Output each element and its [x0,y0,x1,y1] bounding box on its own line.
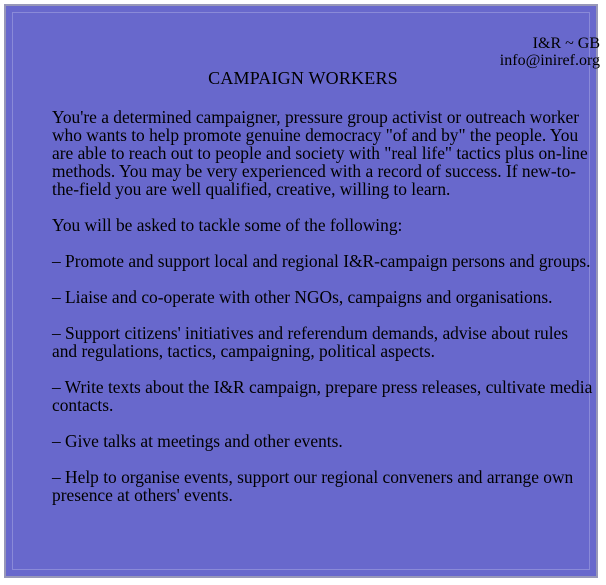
intro-paragraph: You're a determined campaigner, pressure group activist or outreach worker who wants to help promote genuine democracy "of and by" the people. You are able to reach out to people and society with "real life" tactics plus on-line methods. You may be very experienced with a record of success. If new-to-the-field you are well qualified, creative, willing to learn. [52,107,588,199]
page-title: CAMPAIGN WORKERS [208,68,398,88]
org-header [500,35,600,69]
task-item: – Write texts about the I&R campaign, prepare press releases, cultivate media contacts. [52,377,593,415]
tasks-intro: You will be asked to tackle some of the following: [52,215,403,235]
task-item: – Liaise and co-operate with other NGOs, campaigns and organisations. [52,287,553,307]
job-description [52,108,597,522]
org-name: I&R ~ GB [532,35,600,52]
task-item: – Promote and support local and regional I&R-campaign persons and groups. [52,251,591,271]
contact-email: info@iniref.org [499,52,600,69]
task-item: – Help to organise events, support our regional conveners and arrange own presence at others' events. [52,467,574,505]
task-item: – Give talks at meetings and other events. [52,431,343,451]
task-item: – Support citizens' initiatives and referendum demands, advise about rules and regulations, tactics, campaigning, political aspects. [52,323,569,361]
